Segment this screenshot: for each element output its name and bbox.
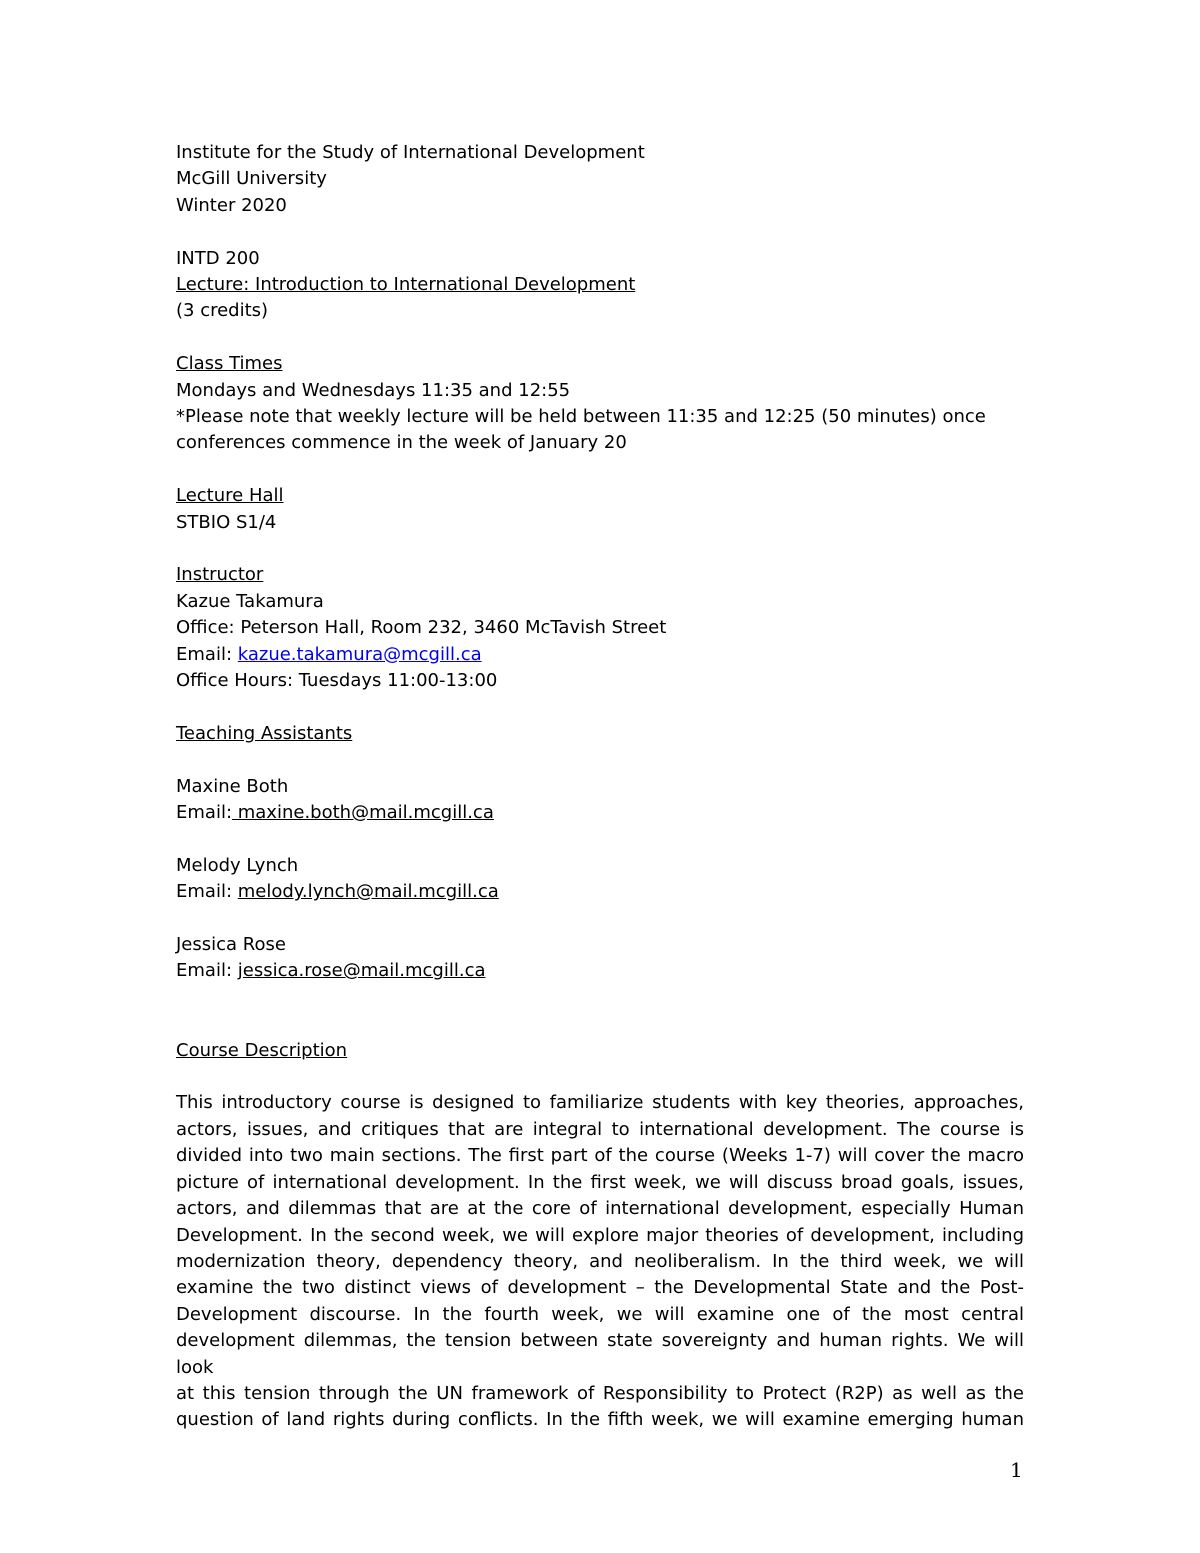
description-line-10: development dilemmas, the tension between state sovereignty and human rights. We will look xyxy=(176,1330,1024,1378)
email-label: Email: xyxy=(176,643,238,665)
description-line-3: divided into two main sections. The first part of the course (Weeks 1-7) will cover the macro xyxy=(176,1145,1024,1167)
instructor-email-line xyxy=(176,642,1024,668)
class-note-line-1: *Please note that weekly lecture will be held between 11:35 and 12:25 (50 minutes) once xyxy=(176,406,986,428)
ta-email-line-3 xyxy=(176,958,1024,984)
ta-name-1: Maxine Both xyxy=(176,775,289,797)
class-note-line-2: conferences commence in the week of January 20 xyxy=(176,432,627,454)
description-line-6: Development. In the second week, we will explore major theories of development, including xyxy=(176,1224,1024,1246)
description-line-1: This introductory course is designed to familiarize students with key theories, approaches, xyxy=(176,1092,1024,1114)
description-line-7: modernization theory, dependency theory, and neoliberalism. In the third week, we will xyxy=(176,1250,1024,1272)
email-label: Email: xyxy=(176,802,233,824)
ta-name-3: Jessica Rose xyxy=(176,934,286,956)
teaching-assistants-heading: Teaching Assistants xyxy=(176,722,353,744)
instructor-email-link[interactable]: kazue.takamura@mcgill.ca xyxy=(237,643,482,665)
instructor-office: Office: Peterson Hall, Room 232, 3460 McTavish Street xyxy=(176,617,667,639)
email-label: Email: xyxy=(176,881,233,903)
ta-email-line-1 xyxy=(176,800,1024,826)
description-line-11: at this tension through the UN framework of Responsibility to Protect (R2P) as well as the xyxy=(176,1382,1024,1404)
ta-email-link-3[interactable]: jessica.rose@mail.mcgill.ca xyxy=(237,960,486,982)
lecture-hall-room: STBIO S1/4 xyxy=(176,511,277,533)
document-body xyxy=(176,140,1024,1434)
course-code: INTD 200 xyxy=(176,247,260,269)
course-description-heading: Course Description xyxy=(176,1039,348,1061)
instructor-name: Kazue Takamura xyxy=(176,590,324,612)
description-line-5: actors, and dilemmas that are at the core of international development, especially Human xyxy=(176,1198,1024,1220)
course-title: Lecture: Introduction to International Development xyxy=(176,274,636,296)
description-line-12: question of land rights during conflicts. In the fifth week, we will examine emerging human xyxy=(176,1409,1024,1431)
lecture-hall-heading: Lecture Hall xyxy=(176,485,284,507)
page-number: 1 xyxy=(1010,1458,1023,1482)
class-times-heading: Class Times xyxy=(176,353,283,375)
email-label: Email: xyxy=(176,960,233,982)
university-name: McGill University xyxy=(176,168,327,190)
instructor-office-hours: Office Hours: Tuesdays 11:00-13:00 xyxy=(176,670,498,692)
ta-email-line-2 xyxy=(176,879,1024,905)
ta-name-2: Melody Lynch xyxy=(176,854,299,876)
description-line-8: examine the two distinct views of development – the Developmental State and the Post- xyxy=(176,1277,1024,1299)
ta-email-link-1[interactable]: maxine.both@mail.mcgill.ca xyxy=(232,802,494,824)
description-line-4: picture of international development. In the first week, we will discuss broad goals, issues, xyxy=(176,1171,1024,1193)
instructor-heading: Instructor xyxy=(176,564,264,586)
description-line-9: Development discourse. In the fourth week, we will examine one of the most central xyxy=(176,1303,1024,1325)
institute-name: Institute for the Study of International Development xyxy=(176,142,645,163)
course-credits: (3 credits) xyxy=(176,300,269,322)
description-line-2: actors, issues, and critiques that are integral to international development. The course is xyxy=(176,1118,1024,1140)
ta-email-link-2[interactable]: melody.lynch@mail.mcgill.ca xyxy=(237,881,499,903)
term: Winter 2020 xyxy=(176,194,287,216)
class-schedule: Mondays and Wednesdays 11:35 and 12:55 xyxy=(176,379,571,401)
